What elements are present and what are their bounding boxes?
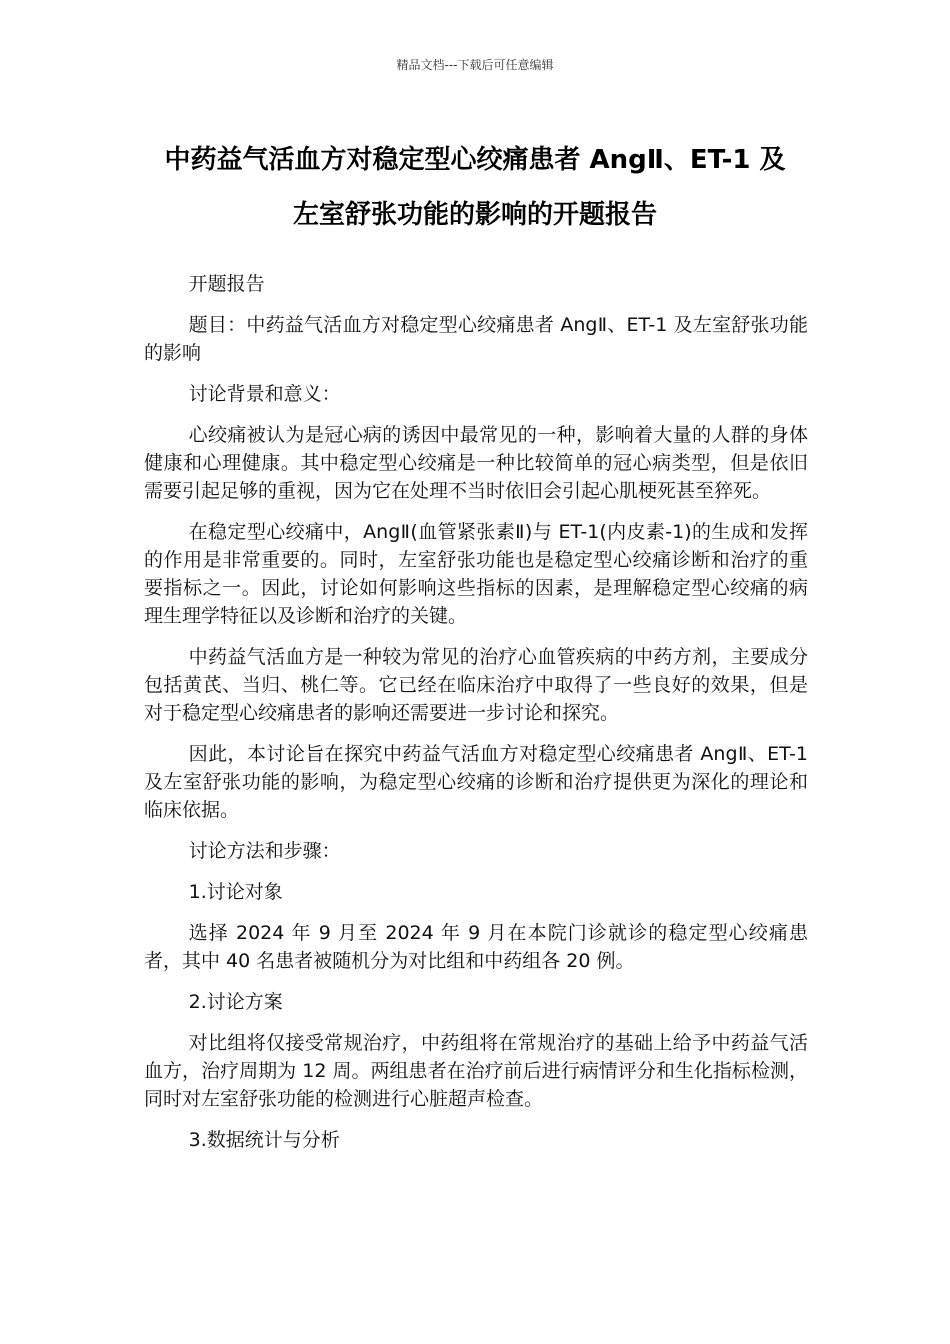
body-paragraph: 因此，本讨论旨在探究中药益气活血方对稳定型心绞痛患者 AngⅡ、ET-1 及左室舒张功能的影响，为稳定型心绞痛的诊断和治疗提供更为深化的理论和临床依据。	[144, 743, 808, 821]
section-heading-methods: 讨论方法和步骤：	[188, 840, 341, 862]
body-paragraph: 心绞痛被认为是冠心病的诱因中最常见的一种，影响着大量的人群的身体健康和心理健康。其中稳定型心绞痛是一种比较简单的冠心病类型，但是依旧需要引起足够的重视，因为它在处理不当时依旧会引起心肌梗死甚至猝死。	[144, 424, 808, 502]
subsection-heading: 1.讨论对象	[188, 881, 283, 903]
title-line-2: 左室舒张功能的影响的开题报告	[292, 200, 657, 230]
document-body	[144, 270, 808, 1167]
body-paragraph: 中药益气活血方是一种较为常见的治疗心血管疾病的中药方剂，主要成分包括黄芪、当归、桃仁等。它已经在临床治疗中取得了一些良好的效果，但是对于稳定型心绞痛患者的影响还需要进一步讨论和探究。	[144, 646, 808, 724]
subsection-heading: 2.讨论方案	[188, 991, 283, 1013]
title-line-1: 中药益气活血方对稳定型心绞痛患者 AngⅡ、ET-1 及	[164, 145, 786, 175]
section-heading-background: 讨论背景和意义：	[188, 383, 341, 405]
body-paragraph: 在稳定型心绞痛中，AngⅡ(血管紧张素Ⅱ)与 ET-1(内皮素-1)的生成和发挥的作用是非常重要的。同时，左室舒张功能也是稳定型心绞痛诊断和治疗的重要指标之一。因此，讨论如何影响这些指标的因素，是理解稳定型心绞痛的病理生理学特征以及诊断和治疗的关键。	[144, 521, 808, 627]
page-header: 精品文档---下载后可任意编辑	[396, 58, 554, 72]
body-paragraph: 选择 2024 年 9 月至 2024 年 9 月在本院门诊就诊的稳定型心绞痛患者，其中 40 名患者被随机分为对比组和中药组各 20 例。	[144, 922, 808, 972]
topic-paragraph: 题目：中药益气活血方对稳定型心绞痛患者 AngⅡ、ET-1 及左室舒张功能的影响	[144, 314, 808, 364]
section-label-report: 开题报告	[188, 273, 265, 295]
subsection-heading: 3.数据统计与分析	[188, 1129, 340, 1151]
document-title	[130, 133, 820, 243]
body-paragraph: 对比组将仅接受常规治疗，中药组将在常规治疗的基础上给予中药益气活血方，治疗周期为 12 周。两组患者在治疗前后进行病情评分和生化指标检测，同时对左室舒张功能的检测进行心脏超声检查。	[144, 1032, 808, 1110]
